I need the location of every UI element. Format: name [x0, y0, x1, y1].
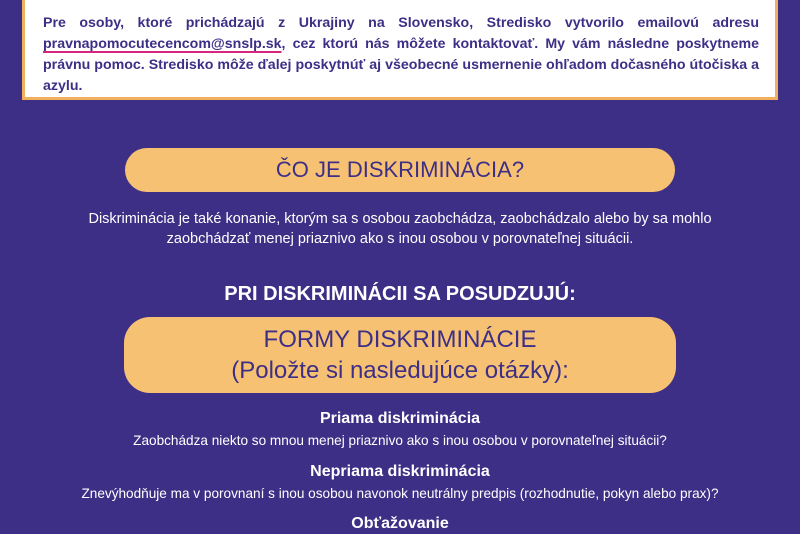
legal-help-info-box — [22, 0, 778, 100]
email-link[interactable]: pravnapomocutecencom@snslp.sk — [43, 36, 282, 52]
form-title-harassment: Obťažovanie — [351, 515, 449, 532]
definition-line-1: Diskriminácia je také konanie, ktorým sa s osobou zaobchádza, zaobchádzalo alebo by sa mohlo — [88, 211, 712, 227]
discrimination-definition — [20, 209, 780, 249]
assessment-heading: PRI DISKRIMINÁCII SA POSUDZUJÚ: — [224, 283, 576, 305]
discrimination-heading: ČO JE DISKRIMINÁCIA? — [275, 157, 525, 182]
form-title-direct: Priama diskriminácia — [319, 410, 481, 427]
forms-subtitle: (Položte si nasledujúce otázky): — [231, 357, 569, 384]
form-question-indirect: Znevýhodňuje ma v porovnaní s inou osobou navonok neutrálny predpis (rozhodnutie, pokyn alebo prax)? — [81, 486, 719, 501]
discrimination-heading-pill — [125, 148, 675, 192]
definition-line-2: zaobchádzať menej priaznivo ako s inou osobou v porovnateľnej situácii. — [166, 231, 634, 247]
info-text-after: , cez ktorú nás môžete kontaktovať. My vám následne poskytneme právnu pomoc. Stredisko môže ďalej poskytnúť aj všeobecné usmernenie ohľadom dočasného útočiska a azylu. — [43, 36, 759, 94]
info-text-before: Pre osoby, ktoré prichádzajú z Ukrajiny na Slovensko, Stredisko vytvorilo emailovú adresu — [43, 15, 759, 31]
form-question-direct: Zaobchádza niekto so mnou menej priaznivo ako s inou osobou v porovnateľnej situácii? — [133, 433, 667, 448]
forms-heading-pill — [124, 317, 676, 393]
form-title-indirect: Nepriama diskriminácia — [310, 463, 490, 480]
forms-title: FORMY DISKRIMINÁCIE — [263, 326, 537, 353]
